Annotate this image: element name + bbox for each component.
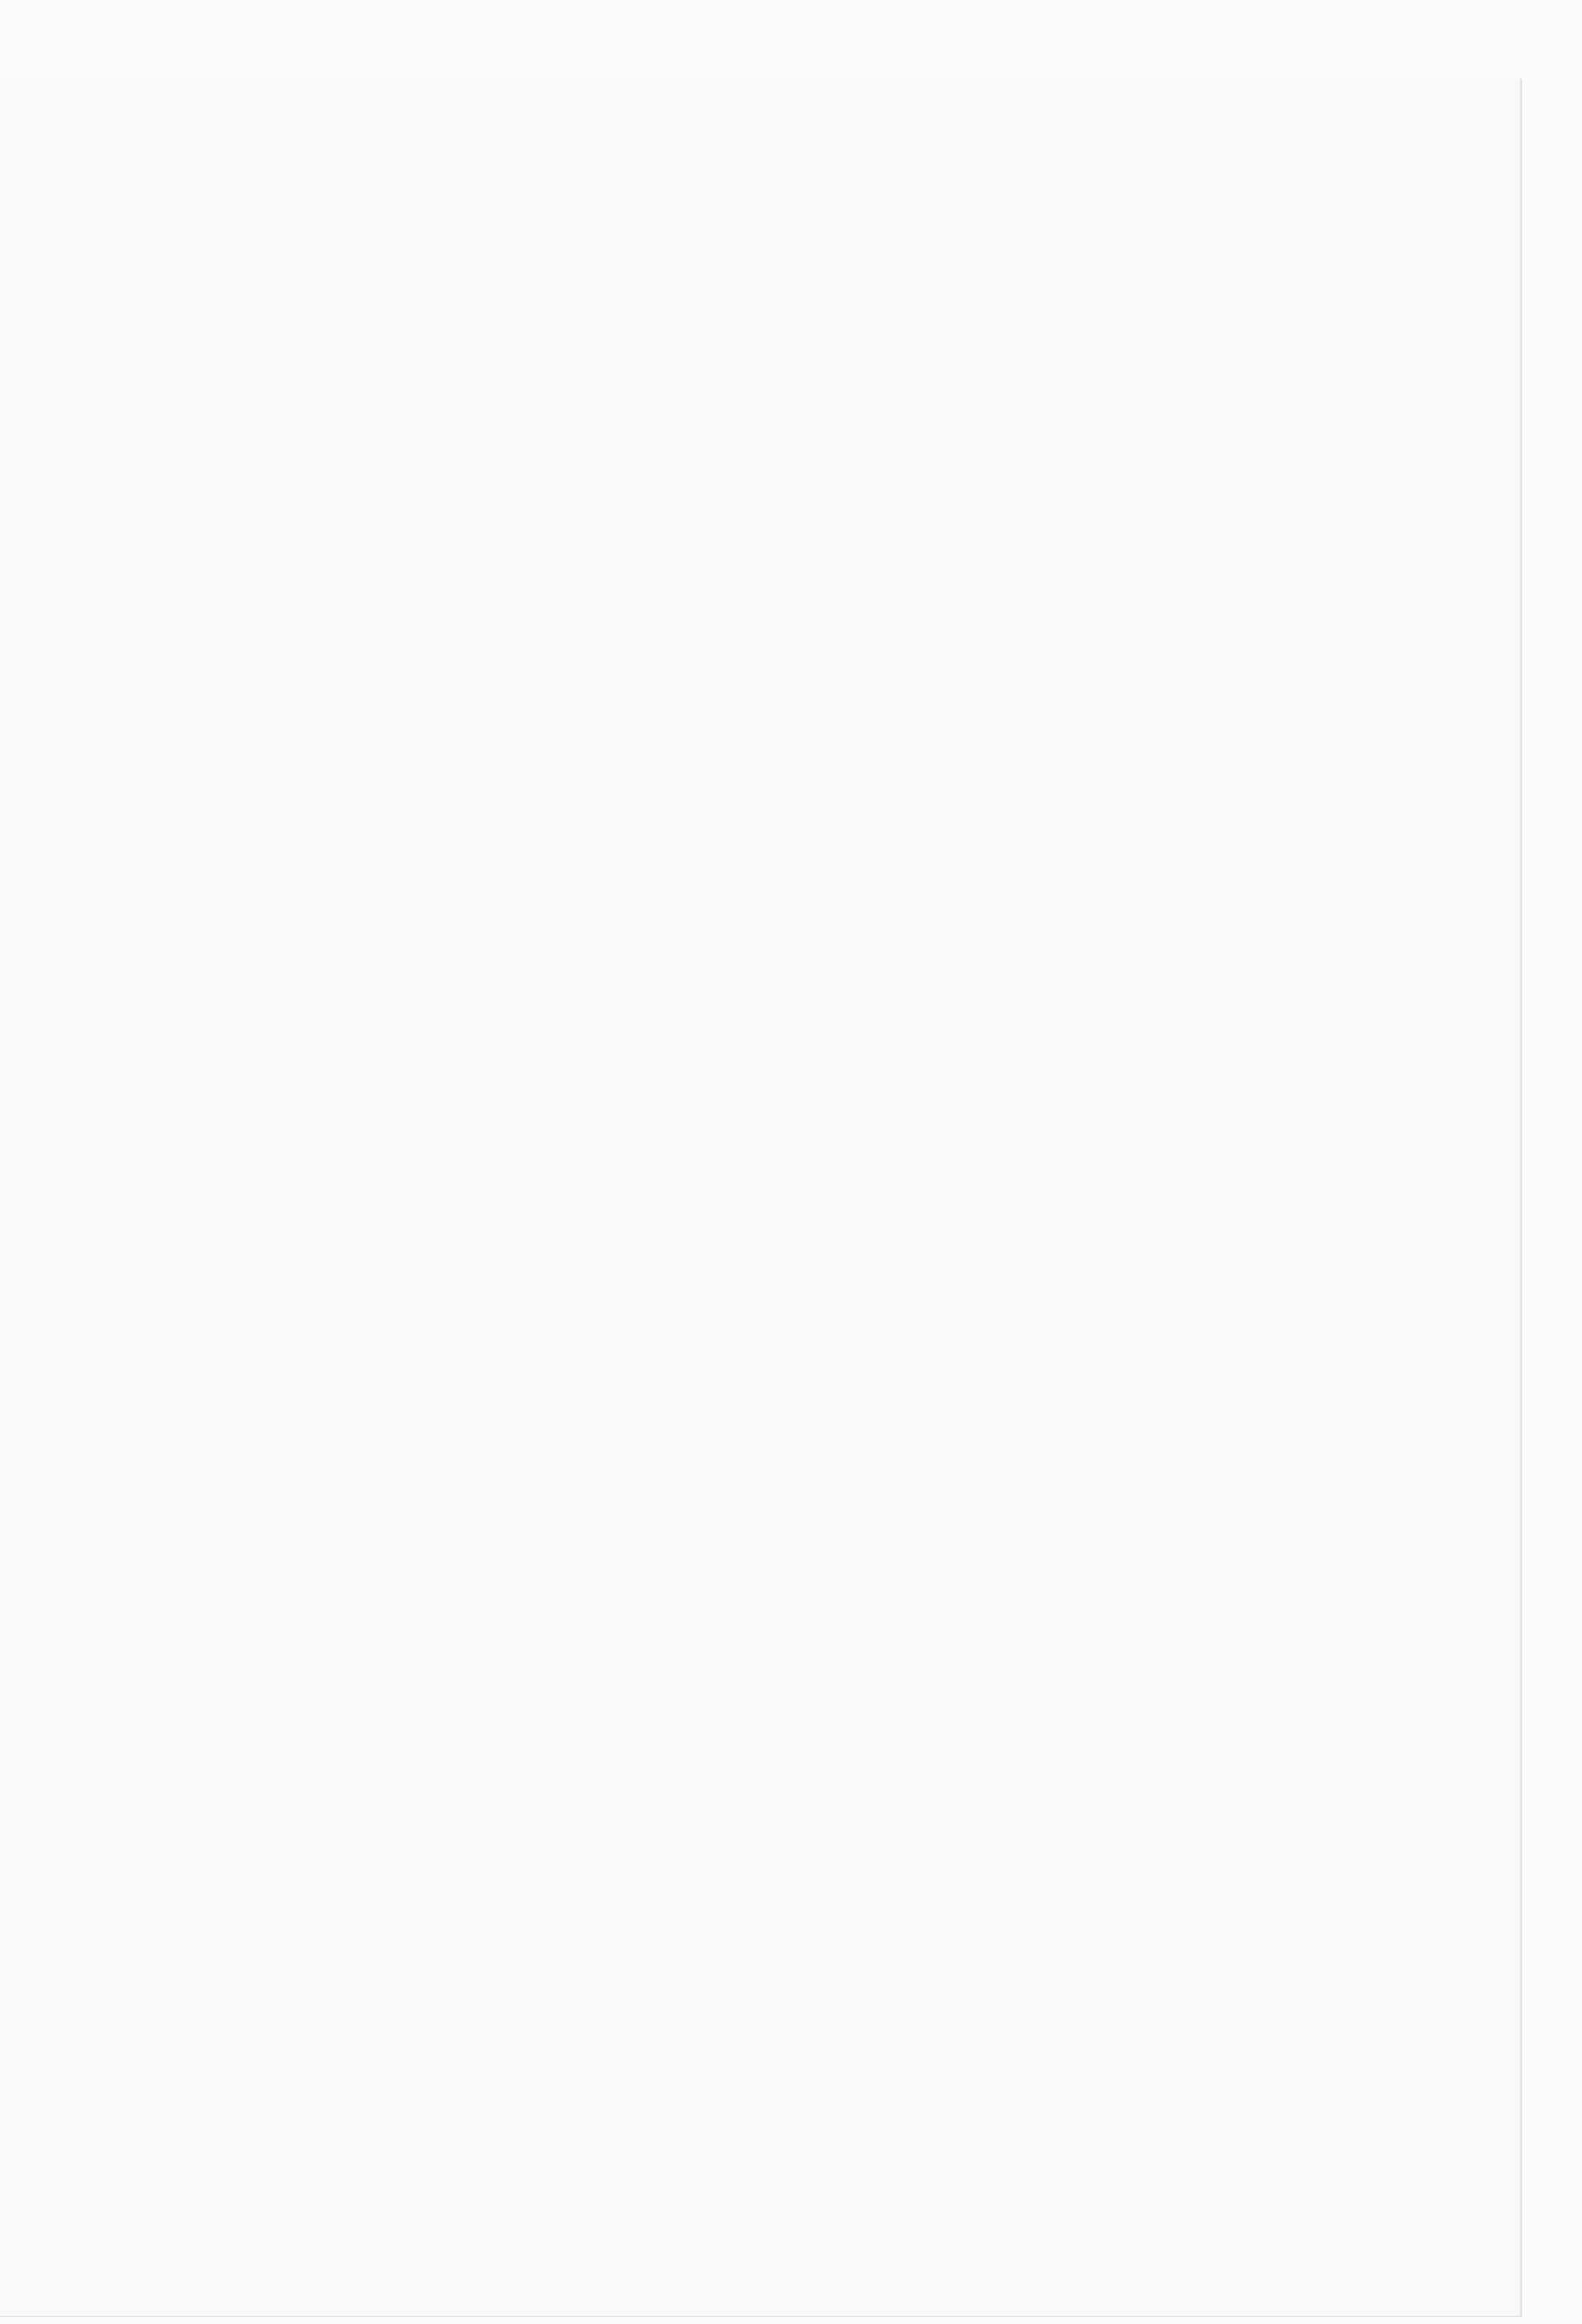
- letter-page: [0, 79, 1522, 2317]
